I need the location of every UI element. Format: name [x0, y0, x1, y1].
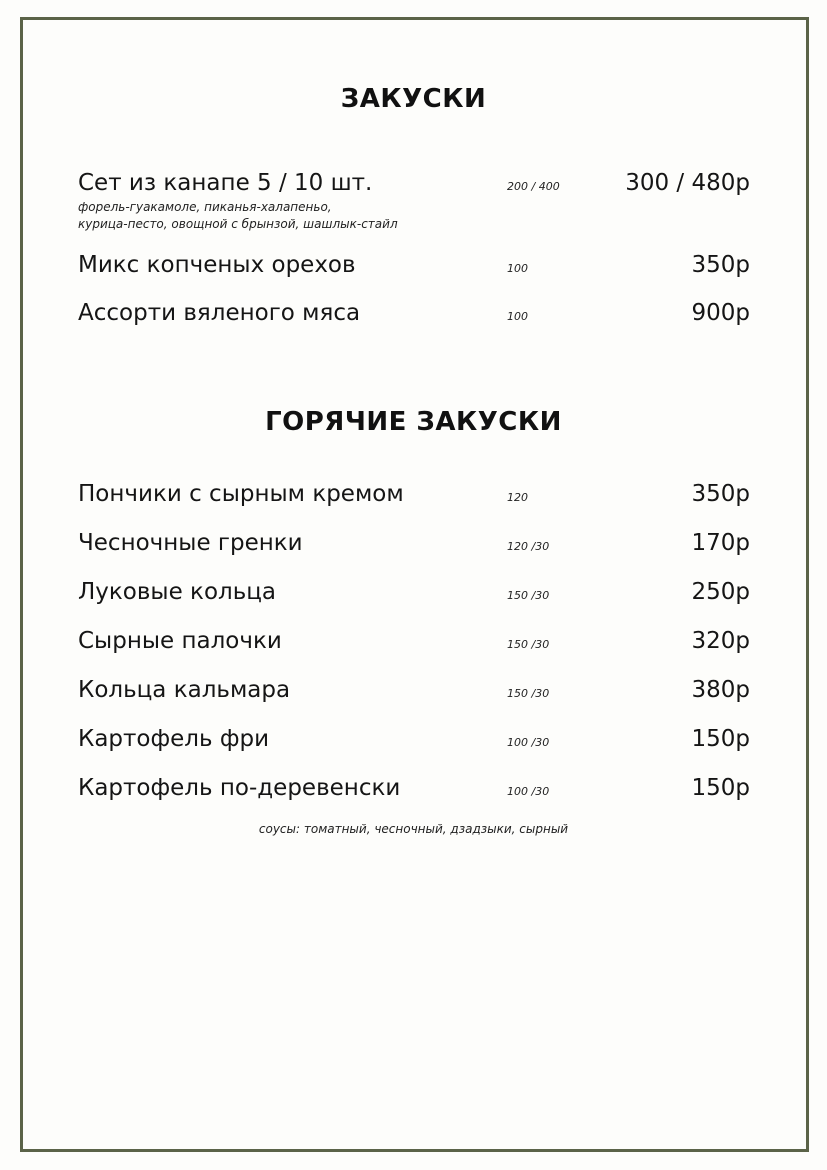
menu-item-squid-rings [78, 676, 750, 716]
item-price: 320р [691, 628, 750, 654]
item-weight: 120 [507, 491, 528, 504]
item-price: 150р [691, 726, 750, 752]
menu-item-onion-rings [78, 578, 750, 618]
menu-item-cheese-sticks [78, 627, 750, 667]
item-price: 300 / 480р [625, 170, 750, 196]
item-weight: 200 / 400 [507, 180, 560, 193]
item-price: 150р [691, 775, 750, 801]
section-title-hot-snacks: ГОРЯЧИЕ ЗАКУСКИ [265, 407, 562, 437]
item-name: Картофель фри [78, 726, 270, 752]
item-weight: 100 [507, 310, 528, 323]
item-price: 900р [691, 300, 750, 326]
menu-item-country-potatoes [78, 774, 750, 814]
item-description-line: курица-песто, овощной с брынзой, шашлык-стайл [78, 217, 398, 231]
item-weight: 100 /30 [507, 736, 550, 749]
item-name: Ассорти вяленого мяса [78, 300, 361, 326]
menu-item-smoked-nuts [78, 251, 750, 291]
item-description-line: форель-гуакамоле, пиканья-халапеньо, [78, 200, 332, 214]
item-name: Луковые кольца [78, 579, 277, 605]
item-weight: 120 /30 [507, 540, 550, 553]
menu-item-garlic-toast [78, 529, 750, 569]
item-weight: 150 /30 [507, 687, 550, 700]
menu-item-cured-meat [78, 299, 750, 339]
item-name: Кольца кальмара [78, 677, 291, 703]
item-name: Сырные палочки [78, 628, 282, 654]
item-price: 250р [691, 579, 750, 605]
menu-item-donuts [78, 480, 750, 520]
item-name: Микс копченых орехов [78, 252, 356, 278]
item-weight: 150 /30 [507, 638, 550, 651]
item-name: Картофель по-деревенски [78, 775, 401, 801]
item-name: Сет из канапе 5 / 10 шт. [78, 170, 373, 196]
item-description [78, 199, 398, 233]
item-price: 350р [691, 252, 750, 278]
item-weight: 100 [507, 262, 528, 275]
item-price: 380р [691, 677, 750, 703]
section-title-snacks: ЗАКУСКИ [340, 84, 487, 114]
item-name: Чесночные гренки [78, 530, 303, 556]
item-price: 170р [691, 530, 750, 556]
sauces-note: соусы: томатный, чесночный, дзадзыки, сырный [258, 822, 569, 836]
item-weight: 100 /30 [507, 785, 550, 798]
menu-item-canape-set [78, 169, 750, 231]
menu-item-french-fries [78, 725, 750, 765]
item-weight: 150 /30 [507, 589, 550, 602]
item-price: 350р [691, 481, 750, 507]
item-name: Пончики с сырным кремом [78, 481, 404, 507]
